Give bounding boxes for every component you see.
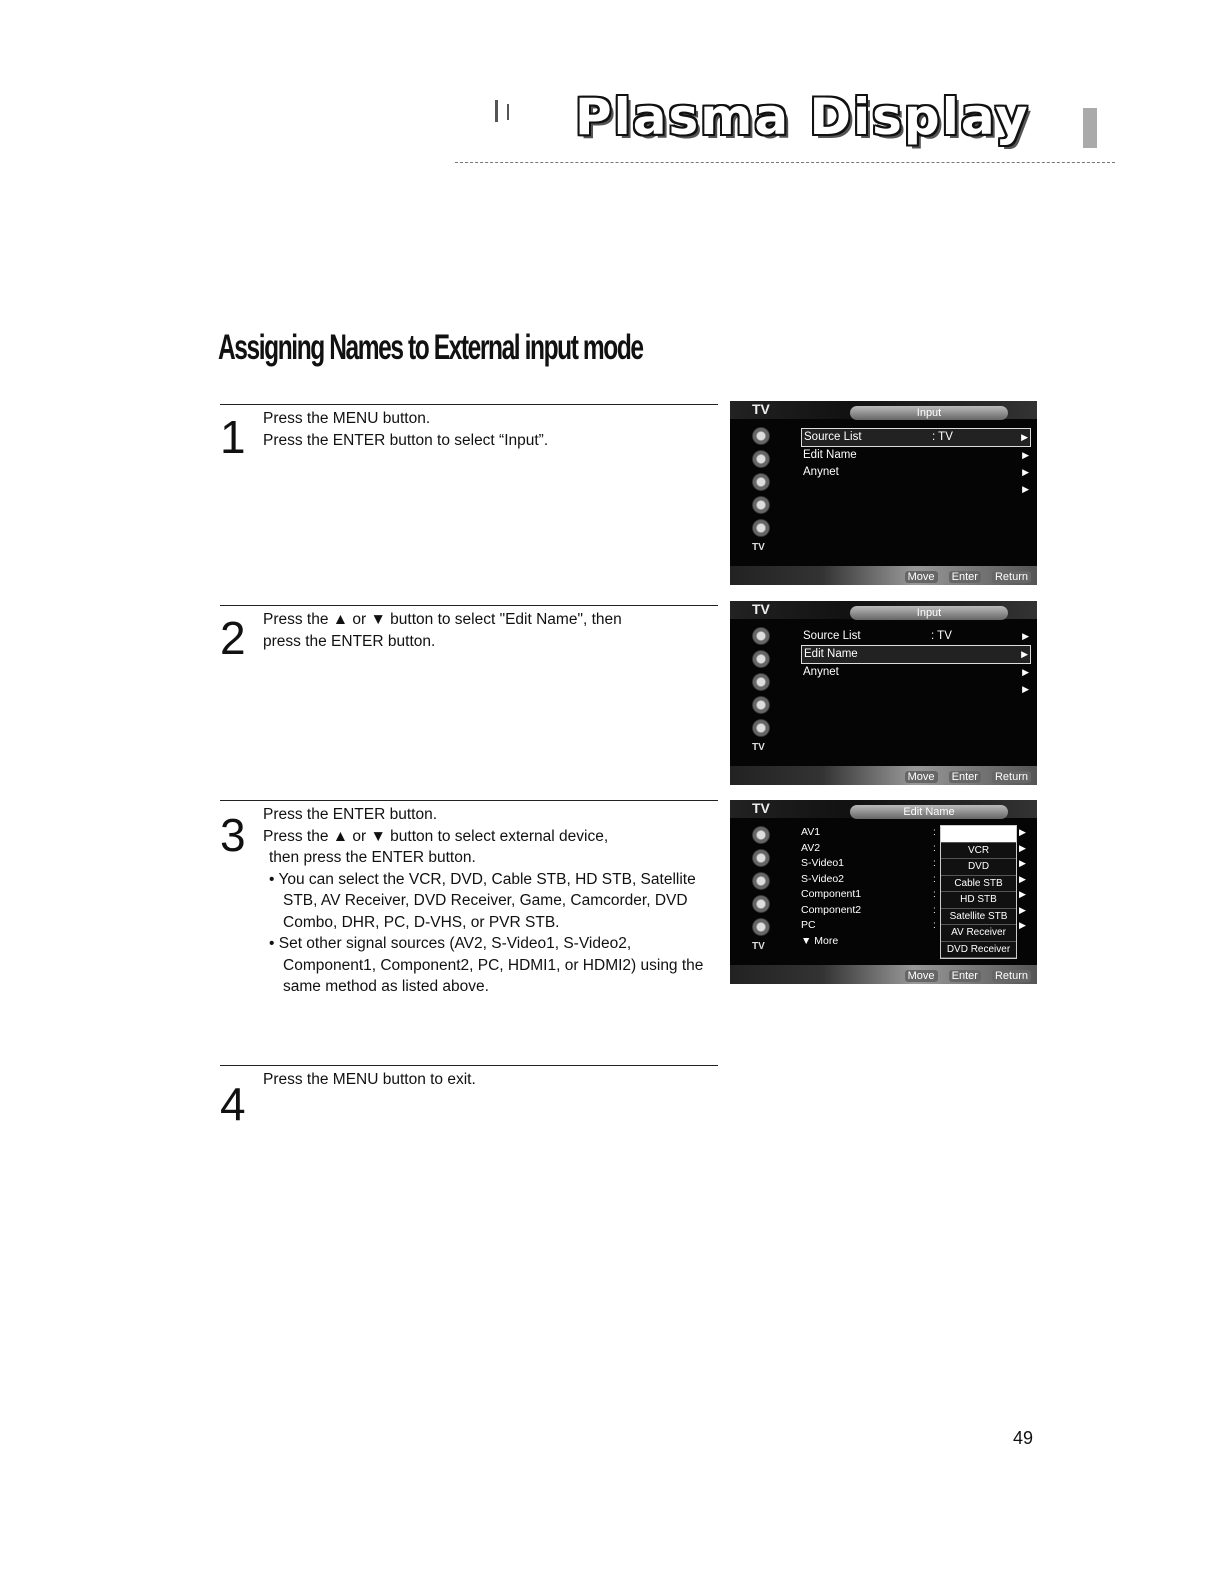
menu-sidebar <box>752 627 774 753</box>
channel-icon <box>752 673 770 691</box>
menu-item-source-list[interactable] <box>801 628 1031 645</box>
setup-icon <box>752 496 770 514</box>
arrow-right-icon: ▶ <box>1019 920 1026 930</box>
sound-icon <box>752 849 770 867</box>
enter-hint: Enter <box>949 571 981 583</box>
step-number: 1 <box>220 411 246 463</box>
menu-item-edit-name[interactable] <box>801 447 1031 464</box>
move-hint: Move <box>905 571 938 583</box>
arrow-right-icon: ▶ <box>1019 858 1026 868</box>
step-instructions <box>263 609 723 652</box>
return-hint: Return <box>992 970 1031 982</box>
menu-item-anynet[interactable] <box>801 664 1031 681</box>
instruction-line: then press the ENTER button. <box>269 849 476 866</box>
input-icon <box>752 918 770 936</box>
menu-sidebar <box>752 826 774 952</box>
return-hint: Return <box>992 771 1031 783</box>
input-source-item[interactable]: Component2 <box>801 903 862 916</box>
device-option[interactable]: VCR <box>941 843 1016 860</box>
tv-mode-label: TV <box>752 601 770 617</box>
menu-title: Input <box>850 606 1008 620</box>
sound-icon <box>752 650 770 668</box>
instruction-bullet: • Set other signal sources (AV2, S-Video1, S-Video2, Component1, Component2, PC, HDMI1, or HDMI2) using the same method as listed above. <box>269 935 704 995</box>
arrow-right-icon: ▶ <box>1022 484 1029 494</box>
menu-item-label: Source List <box>804 431 862 443</box>
tv-icon: TV <box>752 742 765 753</box>
step-divider <box>220 404 718 405</box>
arrow-right-icon: ▶ <box>1019 889 1026 899</box>
channel-icon <box>752 473 770 491</box>
page-title: Assigning Names to External input mode <box>218 328 643 367</box>
menu-item-label: Source List <box>803 630 861 642</box>
page-number: 49 <box>1013 1428 1034 1448</box>
channel-icon <box>752 872 770 890</box>
step-instructions <box>263 804 723 998</box>
help-bar <box>730 965 1037 984</box>
menu-item-label: Anynet <box>803 666 839 678</box>
help-bar <box>730 766 1037 785</box>
instruction-line: Press the MENU button to exit. <box>263 1071 476 1088</box>
device-option[interactable]: AV Receiver <box>941 925 1016 942</box>
return-hint: Return <box>992 571 1031 583</box>
step-divider <box>220 605 718 606</box>
menu-title: Edit Name <box>850 805 1008 819</box>
menu-title: Input <box>850 406 1008 420</box>
arrow-right-icon: ▶ <box>1022 467 1029 477</box>
arrow-right-icon: ▶ <box>1019 827 1026 837</box>
instruction-line: Press the ▲ or ▼ button to select external device, <box>263 827 609 845</box>
step-number: 3 <box>220 809 246 861</box>
instruction-line: Press the MENU button. <box>263 410 431 427</box>
setup-icon <box>752 895 770 913</box>
enter-hint: Enter <box>949 771 981 783</box>
tv-mode-label: TV <box>752 800 770 816</box>
input-source-item[interactable]: AV2 <box>801 841 821 854</box>
help-keys <box>897 771 1031 783</box>
step-instructions <box>263 408 723 451</box>
instruction-line: press the ENTER button. <box>263 632 436 650</box>
menu-item-label: Edit Name <box>804 648 858 660</box>
device-option[interactable]: HD STB <box>941 892 1016 909</box>
device-name-dropdown[interactable] <box>940 825 1017 959</box>
edit-name-screenshot <box>730 800 1037 984</box>
menu-item-edit-name[interactable] <box>801 645 1031 664</box>
help-bar <box>730 566 1037 585</box>
tv-mode-label: TV <box>752 401 770 417</box>
step-2 <box>220 605 718 785</box>
input-sources-list <box>801 825 931 949</box>
menu-item-blank <box>801 681 1031 698</box>
device-option[interactable]: Satellite STB <box>941 909 1016 926</box>
enter-hint: Enter <box>949 970 981 982</box>
sound-icon <box>752 450 770 468</box>
more-item[interactable]: ▼ More <box>801 934 839 947</box>
logo-decoration <box>1083 108 1097 148</box>
arrow-right-icon: ▶ <box>1019 873 1026 884</box>
device-option[interactable]: DVD Receiver <box>941 942 1016 959</box>
tv-icon: TV <box>752 941 765 952</box>
header-logo <box>455 80 1125 175</box>
step-divider <box>220 800 718 801</box>
picture-icon <box>752 826 770 844</box>
instruction-line: Press the ENTER button to select “Input”. <box>263 431 549 449</box>
arrow-right-icon: ▶ <box>1022 450 1029 460</box>
menu-item-label: Anynet <box>803 466 839 478</box>
menu-items <box>801 628 1031 698</box>
logo-rule <box>455 162 1115 163</box>
setup-icon <box>752 696 770 714</box>
arrow-right-icon: ▶ <box>1022 667 1029 677</box>
input-icon <box>752 719 770 737</box>
input-source-item[interactable]: AV1 <box>801 826 821 838</box>
tv-icon: TV <box>752 542 765 553</box>
device-option[interactable]: Cable STB <box>941 876 1016 893</box>
edit-name-select-screenshot <box>730 601 1037 785</box>
input-menu-screenshot <box>730 401 1037 585</box>
step-number: 2 <box>220 612 246 664</box>
help-keys <box>897 571 1031 583</box>
menu-item-anynet[interactable] <box>801 464 1031 481</box>
input-source-item[interactable]: S-Video2 <box>801 872 845 885</box>
input-icon <box>752 519 770 537</box>
menu-sidebar <box>752 427 774 553</box>
step-1 <box>220 404 718 584</box>
instruction-line: Press the ▲ or ▼ button to select "Edit Name", then <box>263 611 622 628</box>
menu-items <box>801 428 1031 498</box>
input-source-item[interactable]: Component1 <box>801 888 862 900</box>
arrow-right-icon: ▶ <box>1022 631 1029 641</box>
menu-item-value: : TV <box>931 630 952 642</box>
instruction-line: Press the ENTER button. <box>263 806 438 823</box>
menu-item-value: : TV <box>932 431 953 443</box>
step-number: 4 <box>220 1078 246 1130</box>
instruction-bullet: • You can select the VCR, DVD, Cable STB, HD STB, Satellite STB, AV Receiver, DVD Receiver, Game, Camcorder, DVD Combo, DHR, PC, D-VHS, or PVR STB. <box>269 870 696 931</box>
step-divider <box>220 1065 718 1066</box>
picture-icon <box>752 627 770 645</box>
logo-decoration <box>507 104 509 120</box>
arrow-right-icon: ▶ <box>1021 432 1028 442</box>
logo-text: Plasma Display <box>575 88 1030 146</box>
help-keys <box>897 970 1031 982</box>
picture-icon <box>752 427 770 445</box>
logo-decoration <box>495 100 498 122</box>
menu-item-source-list[interactable] <box>801 428 1031 447</box>
input-source-item[interactable]: S-Video1 <box>801 857 845 869</box>
arrow-right-icon: ▶ <box>1022 684 1029 694</box>
arrow-right-icon: ▶ <box>1021 649 1028 659</box>
separator-column: : : : : : : : <box>933 827 936 931</box>
step-4 <box>220 1065 718 1130</box>
input-source-item[interactable]: PC <box>801 919 816 931</box>
step-3 <box>220 800 718 1040</box>
arrow-column <box>1019 825 1026 934</box>
move-hint: Move <box>905 970 938 982</box>
arrow-right-icon: ▶ <box>1019 842 1026 853</box>
step-instructions <box>263 1069 723 1091</box>
device-option[interactable]: DVD <box>941 859 1016 876</box>
arrow-right-icon: ▶ <box>1019 904 1026 915</box>
menu-item-label: Edit Name <box>803 449 857 461</box>
menu-item-blank <box>801 481 1031 498</box>
move-hint: Move <box>905 771 938 783</box>
device-option[interactable] <box>941 826 1016 843</box>
